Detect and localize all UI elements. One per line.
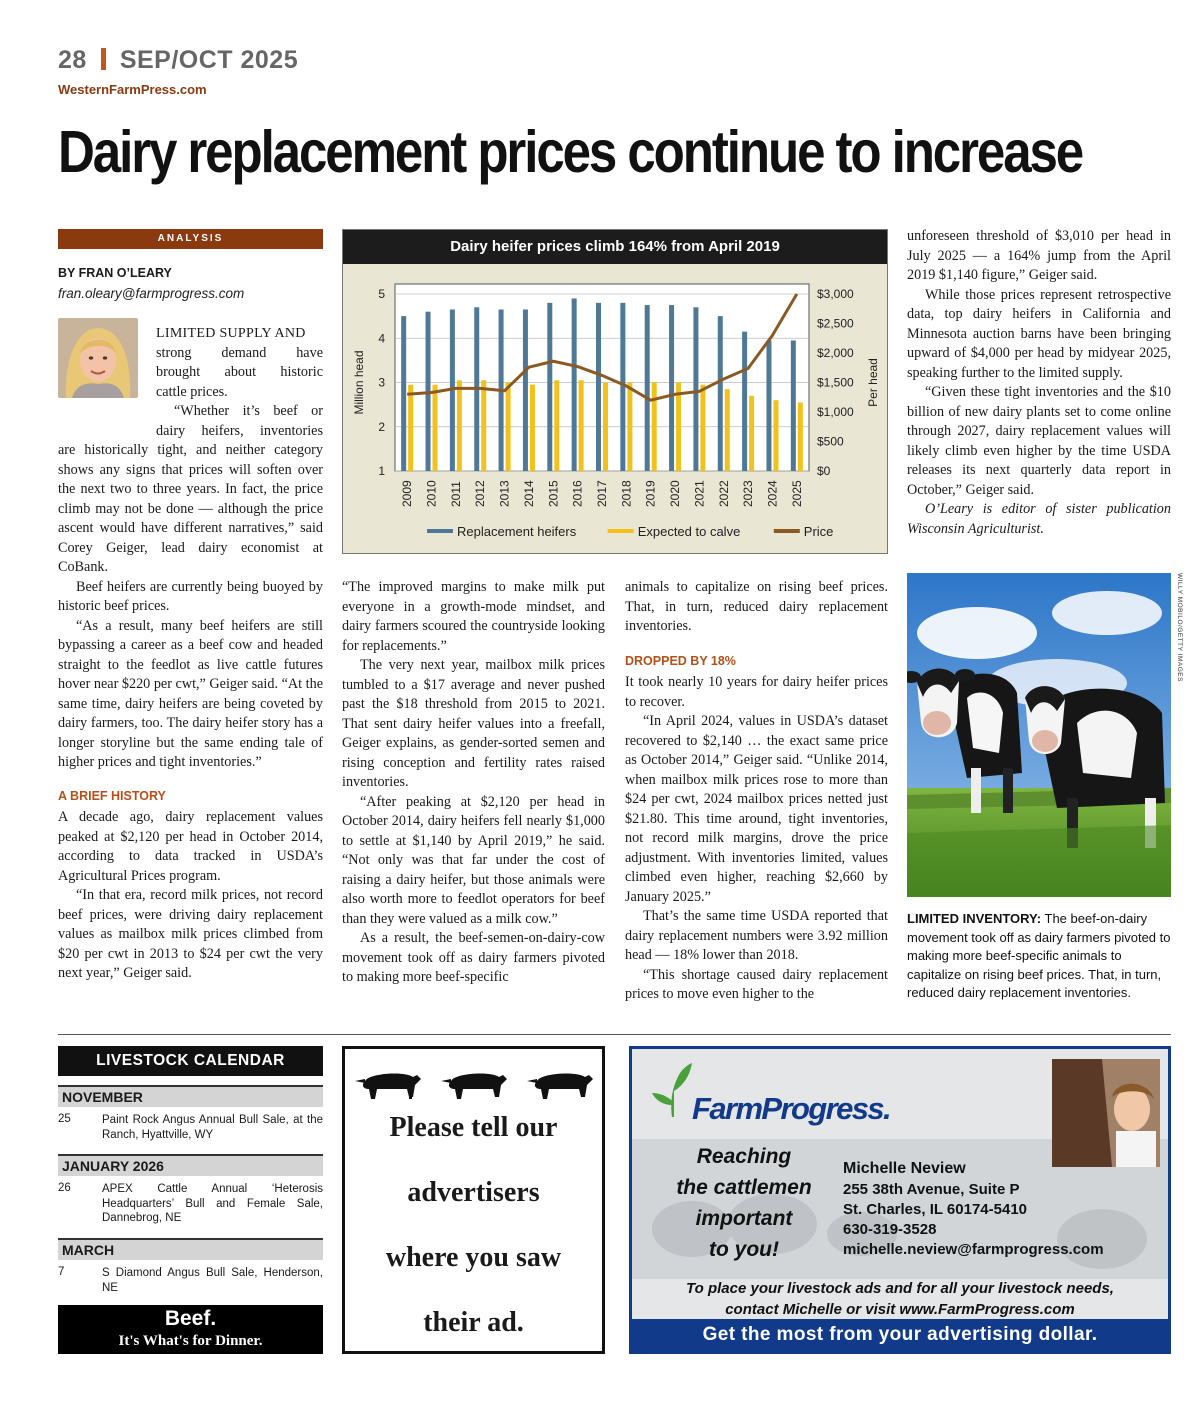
bar-replacement-heifers <box>669 305 674 471</box>
y2-tick-label: $500 <box>817 434 844 449</box>
paragraph: It took nearly 10 years for dairy heifer prices to recover. <box>625 674 888 710</box>
x-tick-label: 2023 <box>741 480 756 507</box>
paragraph: “This shortage caused dairy replacement prices to move even higher to the <box>625 966 888 1002</box>
y-axis-label: Million head <box>352 350 366 415</box>
y2-tick-label: $1,000 <box>817 405 854 419</box>
page-folio <box>58 46 298 75</box>
paragraph: As a result, the beef-semen-on-dairy-cow movement took off as dairy farmers pivoted to making more beef-specific <box>342 930 605 985</box>
legend-swatch <box>608 529 634 533</box>
reaching-line: the cattlemen <box>676 1176 812 1199</box>
bar-expected-to-calve <box>506 383 511 472</box>
paragraph: “Given these tight inventories and the $10 billion of new dairy plants set to come online through 2027, dairy replacement values will likely climb even higher by the time USDA releases its next quarterly data report in October,” Geiger said. <box>907 384 1171 498</box>
lead-line: dairy heifers, inventories <box>156 422 323 439</box>
beef-line-1: Beef. <box>164 1307 217 1330</box>
place-ad-line[interactable]: contact Michelle or visit www.FarmProgress.com <box>725 1301 1075 1318</box>
bar-replacement-heifers <box>693 307 698 471</box>
paragraph: are historically tight, and neither category shows any signs that prices will soften over the next two to three years. In fact, the price climb may not be done — although the price ascent would have different narratives,” said Corey Geiger, lead dairy economist at CoBank. <box>58 442 323 575</box>
site-url: WesternFarmPress.com <box>58 82 207 97</box>
bar-replacement-heifers <box>596 303 601 471</box>
paragraph: “After peaking at $2,120 per head in October 2014, dairy heifers fell nearly $1,000 to settle at $1,140 by April 2019,” he said. “Not only was that far under the cost of raising a dairy heifer, but those animals were also worth more to feedlot operators for beef than they were valued as a milk cow.” <box>342 793 605 927</box>
x-tick-label: 2014 <box>521 480 536 507</box>
x-tick-label: 2012 <box>473 480 488 507</box>
bar-expected-to-calve <box>652 383 657 472</box>
caption-text: The beef-on-dairy movement took off as dairy farmers pivoted to making more beef-specific animals to capitalize on rising beef prices. That, in turn, reduced dairy replacement inventories. <box>907 911 1171 1000</box>
subhead-dropped: DROPPED BY 18% <box>625 653 736 668</box>
x-tick-label: 2010 <box>424 480 439 507</box>
x-tick-label: 2025 <box>789 480 804 507</box>
contact-address: 255 38th Avenue, Suite P <box>843 1181 1020 1198</box>
tell-ad-line: advertisers <box>407 1177 540 1208</box>
x-tick-label: 2017 <box>595 480 609 507</box>
calendar-month: JANUARY 2026 <box>58 1154 323 1176</box>
x-tick-label: 2013 <box>497 480 512 507</box>
paragraph: “As a result, many beef heifers are still bypassing a career as a beef cow and headed straight to the feedlot as live cattle futures hover near $220 per cwt,” Geiger said. “At the same time, dairy heifers are being coveted by dairy farmers, too. The dairy heifer story has a longer storyline but the same ending tale of higher prices and tight inventories.” <box>58 617 323 770</box>
bar-replacement-heifers <box>742 332 747 471</box>
y2-axis-label: Per head <box>866 358 880 407</box>
bull-icons <box>345 1061 602 1111</box>
y2-tick-label: $1,500 <box>817 375 854 390</box>
author-email: fran.oleary@farmprogress.com <box>58 286 245 301</box>
bar-expected-to-calve <box>676 383 681 472</box>
bar-expected-to-calve <box>530 385 535 471</box>
dairy-heifer-chart <box>343 264 889 554</box>
y-tick-label: 5 <box>378 287 385 301</box>
paragraph: While those prices represent retrospective data, top dairy heifers in California and Minnesota auction barns have been bringing upward of $4,000 per head by midyear 2025, speaking further to the limited supply. <box>907 286 1171 381</box>
paragraph: unforeseen threshold of $3,010 per head in July 2025 — a 164% jump from the April 2019 $1,140 figure,” Geiger said. <box>907 228 1171 283</box>
author-headshot <box>58 318 138 398</box>
bar-expected-to-calve <box>798 402 803 471</box>
x-tick-label: 2021 <box>692 480 707 507</box>
calendar-title: LIVESTOCK CALENDAR <box>58 1046 323 1076</box>
x-tick-label: 2018 <box>619 480 634 507</box>
y-tick-label: 1 <box>378 464 385 478</box>
y-tick-label: 2 <box>378 419 385 434</box>
bar-expected-to-calve <box>627 383 632 472</box>
y-tick-label: 4 <box>378 331 385 346</box>
bar-expected-to-calve <box>579 380 584 471</box>
bar-expected-to-calve <box>700 385 705 471</box>
paragraph: “In that era, record milk prices, not record beef prices, were driving dairy replacement values as mailbox milk prices climbed from $20 per cwt in 2013 to $24 per cwt the very next year,” Geiger said. <box>58 887 323 981</box>
page-number: 28 <box>58 46 87 74</box>
photo-credit: WILLY MOBILO/GETTY IMAGES <box>1176 573 1183 682</box>
farm-progress-ad <box>629 1046 1171 1354</box>
bar-expected-to-calve <box>749 396 754 471</box>
ad-tagline-bar: Get the most from your advertising dollar. <box>632 1319 1168 1351</box>
lead-line: LIMITED SUPPLY AND <box>156 326 306 341</box>
beef-banner <box>58 1305 323 1354</box>
bar-replacement-heifers <box>523 309 528 471</box>
lead-line: cattle prices. <box>156 383 228 400</box>
bar-expected-to-calve <box>554 380 559 471</box>
tell-advertisers-ad <box>342 1046 605 1354</box>
editor-note: O’Leary is editor of sister publication Wisconsin Agriculturist. <box>907 501 1171 537</box>
photo-caption <box>907 910 1171 1003</box>
column-3-body <box>625 578 888 1005</box>
paragraph: The very next year, mailbox milk prices tumbled to a $17 average and never pushed past the $18 threshold from 2015 to 2021. That sent dairy heifer values into a freefall, Geiger explains, as gender-sorted semen and rising conception and fertility rates raised inventories. <box>342 657 605 790</box>
bar-replacement-heifers <box>572 298 577 471</box>
section-divider <box>58 1034 1171 1035</box>
contact-name: Michelle Neview <box>843 1160 966 1177</box>
contact-phone: 630-319-3528 <box>843 1221 937 1238</box>
y2-tick-label: $2,000 <box>817 346 854 360</box>
y2-tick-label: $3,000 <box>817 287 854 301</box>
paragraph: animals to capitalize on rising beef prices. That, in turn, reduced dairy replacement inventories. <box>625 579 888 634</box>
column-4-body <box>907 227 1171 539</box>
subhead-brief-history: A BRIEF HISTORY <box>58 788 166 803</box>
calendar-event: S Diamond Angus Bull Sale, Henderson, NE <box>102 1267 323 1294</box>
bar-replacement-heifers <box>718 316 723 471</box>
y2-tick-label: $2,500 <box>817 316 854 331</box>
headline: Dairy replacement prices continue to increase <box>58 119 1083 185</box>
calendar-day: 25 <box>58 1113 71 1125</box>
beef-line-2: It's What's for Dinner. <box>118 1333 263 1349</box>
bar-expected-to-calve <box>603 383 608 472</box>
y2-tick-label: $0 <box>817 464 831 478</box>
chart-title: Dairy heifer prices climb 164% from April 2019 <box>343 230 887 264</box>
x-tick-label: 2022 <box>716 480 731 507</box>
column-2-body <box>342 578 605 988</box>
paragraph: “In April 2024, values in USDA’s dataset recovered to $2,140 … the exact same price as October 2014,” Geiger said. “Unlike 2014, when mailbox milk prices rose to more than $24 per cwt, 2024 mailbox prices netted just $21.80. This time around, tight inventories, not record milk margins, drove the price adjustment. With inventories limited, values climbed even higher, reaching $2,660 by January 2025.” <box>625 713 888 905</box>
bar-replacement-heifers <box>401 316 406 471</box>
bar-expected-to-calve <box>457 380 462 471</box>
legend-label: Replacement heifers <box>457 524 577 539</box>
bar-replacement-heifers <box>766 340 771 471</box>
reaching-line: important <box>695 1207 793 1230</box>
y-tick-label: 3 <box>378 375 385 390</box>
paragraph: A decade ago, dairy replacement values peaked at $2,120 per head in October 2014, according to data tracked in USDA’s Agricultural Prices program. <box>58 809 323 884</box>
legend-label: Expected to calve <box>637 524 741 539</box>
calendar-day: 26 <box>58 1182 71 1194</box>
lead-line: brought about historic <box>156 364 323 380</box>
legend-swatch <box>427 529 453 533</box>
tell-ad-line: where you saw <box>385 1242 562 1273</box>
paragraph: That’s the same time USDA reported that dairy replacement numbers were 3.92 million head — 18% lower than 2018. <box>625 908 888 963</box>
x-tick-label: 2011 <box>448 481 463 507</box>
lead-line: “Whether it’s beef or <box>174 403 323 419</box>
x-tick-label: 2009 <box>400 480 415 507</box>
paragraph: Beef heifers are currently being buoyed by historic beef prices. <box>58 578 323 614</box>
chart-box <box>342 229 888 554</box>
bar-replacement-heifers <box>620 303 625 471</box>
cows-photo <box>907 573 1171 897</box>
issue-date: SEP/OCT 2025 <box>119 46 299 74</box>
farmprogress-logo: FarmProgress. <box>692 1091 891 1126</box>
lead-text-beside-photo <box>156 324 323 441</box>
contact-email[interactable]: michelle.neview@farmprogress.com <box>843 1241 1104 1258</box>
x-tick-label: 2024 <box>765 480 780 507</box>
column-1-body <box>58 441 323 984</box>
tell-ad-line: their ad. <box>423 1307 524 1338</box>
x-tick-label: 2016 <box>570 480 585 507</box>
x-tick-label: 2015 <box>546 480 561 507</box>
section-kicker: ANALYSIS <box>58 229 323 249</box>
x-tick-label: 2020 <box>668 480 683 507</box>
byline: BY FRAN O’LEARY <box>58 266 172 280</box>
tell-ad-line: Please tell our <box>389 1112 558 1143</box>
lead-line: strong demand have <box>156 344 323 361</box>
farmprogress-leaf-icon <box>652 1061 692 1119</box>
place-ad-line: To place your livestock ads and for all your livestock needs, <box>686 1280 1114 1297</box>
bar-replacement-heifers <box>645 305 650 471</box>
bar-expected-to-calve <box>408 385 413 471</box>
contact-city: St. Charles, IL 60174-5410 <box>843 1201 1027 1218</box>
bar-replacement-heifers <box>547 303 552 471</box>
legend-label: Price <box>803 524 834 539</box>
folio-divider <box>101 48 106 70</box>
bar-expected-to-calve <box>773 400 778 471</box>
bar-expected-to-calve <box>433 385 438 471</box>
calendar-event: APEX Cattle Annual ‘Heterosis Headquarters’ Bull and Female Sale, Dannebrog, NE <box>102 1183 323 1224</box>
bar-expected-to-calve <box>481 380 486 471</box>
x-tick-label: 2019 <box>643 480 658 507</box>
bar-replacement-heifers <box>791 340 796 471</box>
calendar-event: Paint Rock Angus Annual Bull Sale, at the Ranch, Hyattville, WY <box>102 1114 323 1141</box>
calendar-month: NOVEMBER <box>58 1085 323 1107</box>
paragraph: “The improved margins to make milk put everyone in a growth-mode mindset, and dairy farmers scoured the countryside looking for replacements.” <box>342 579 605 654</box>
reaching-line: Reaching <box>696 1145 792 1168</box>
caption-lead: LIMITED INVENTORY: <box>907 911 1042 926</box>
calendar-day: 7 <box>58 1266 65 1278</box>
reaching-line: to you! <box>709 1238 779 1261</box>
calendar-month: MARCH <box>58 1238 323 1260</box>
bar-expected-to-calve <box>725 389 730 471</box>
legend-swatch <box>774 529 800 533</box>
